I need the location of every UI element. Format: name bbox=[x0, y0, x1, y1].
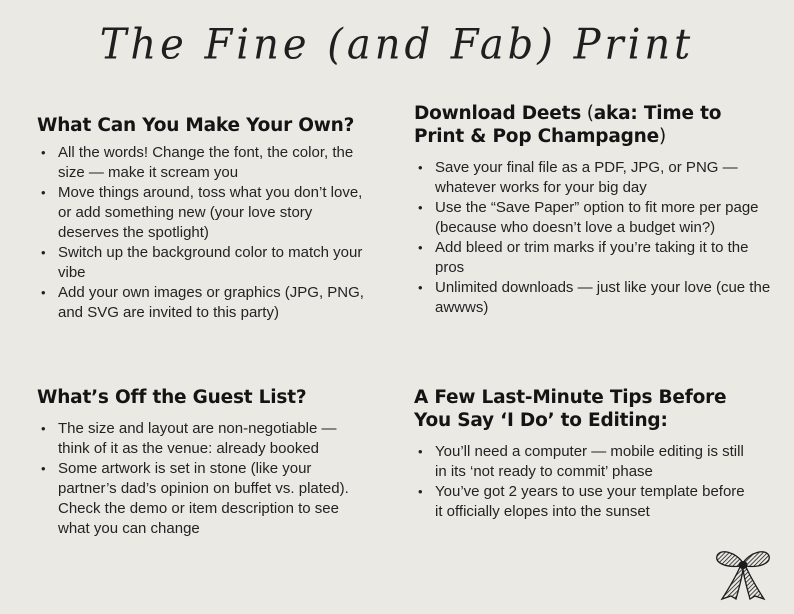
section-heading: What’s Off the Guest List? bbox=[37, 387, 307, 408]
list-item: • All the words! Change the font, the color, the size — make it scream you bbox=[58, 143, 377, 183]
section-off-guest-list bbox=[37, 386, 357, 539]
bullet-list bbox=[414, 442, 754, 522]
list-item: • You’ll need a computer — mobile editing is still in its ‘not ready to commit’ phase bbox=[435, 442, 754, 482]
list-item: • Add your own images or graphics (JPG, PNG, and SVG are invited to this party) bbox=[58, 283, 377, 323]
page-title: The Fine (and Fab) Print bbox=[99, 20, 695, 70]
list-item: • Switch up the background color to match your vibe bbox=[58, 243, 377, 283]
section-heading bbox=[414, 102, 774, 148]
heading-part: ( bbox=[581, 103, 594, 124]
section-heading: What Can You Make Your Own? bbox=[37, 115, 355, 136]
heading-part: aka: Time to Print & Pop Champagne bbox=[414, 103, 722, 147]
list-item: • You’ve got 2 years to use your template before it officially elopes into the sunset bbox=[435, 482, 754, 522]
heading-part: Download Deets bbox=[414, 103, 582, 124]
list-item: • Some artwork is set in stone (like your partner’s dad’s opinion on buffet vs. plated). Check the demo or item description to see what you can change bbox=[58, 459, 357, 539]
list-item: • Use the “Save Paper” option to fit more per page (because who doesn’t love a budget win?) bbox=[435, 198, 774, 238]
section-heading: A Few Last-Minute Tips Before You Say ‘I Do’ to Editing: bbox=[414, 387, 727, 431]
list-item: • Save your final file as a PDF, JPG, or PNG — whatever works for your big day bbox=[435, 158, 774, 198]
heading-part: ) bbox=[659, 126, 667, 147]
section-make-your-own bbox=[37, 114, 377, 323]
list-item: • The size and layout are non-negotiable — think of it as the venue: already booked bbox=[58, 419, 357, 459]
bullet-list bbox=[37, 419, 357, 539]
list-item: • Add bleed or trim marks if you’re taking it to the pros bbox=[435, 238, 774, 278]
bullet-list bbox=[414, 158, 774, 318]
bullet-list bbox=[37, 143, 377, 323]
section-download-deets bbox=[414, 102, 774, 318]
section-last-minute-tips bbox=[414, 386, 754, 522]
bow-icon bbox=[714, 546, 772, 602]
list-item: • Unlimited downloads — just like your love (cue the awwws) bbox=[435, 278, 774, 318]
list-item: • Move things around, toss what you don’t love, or add something new (your love story deserves the spotlight) bbox=[58, 183, 377, 243]
